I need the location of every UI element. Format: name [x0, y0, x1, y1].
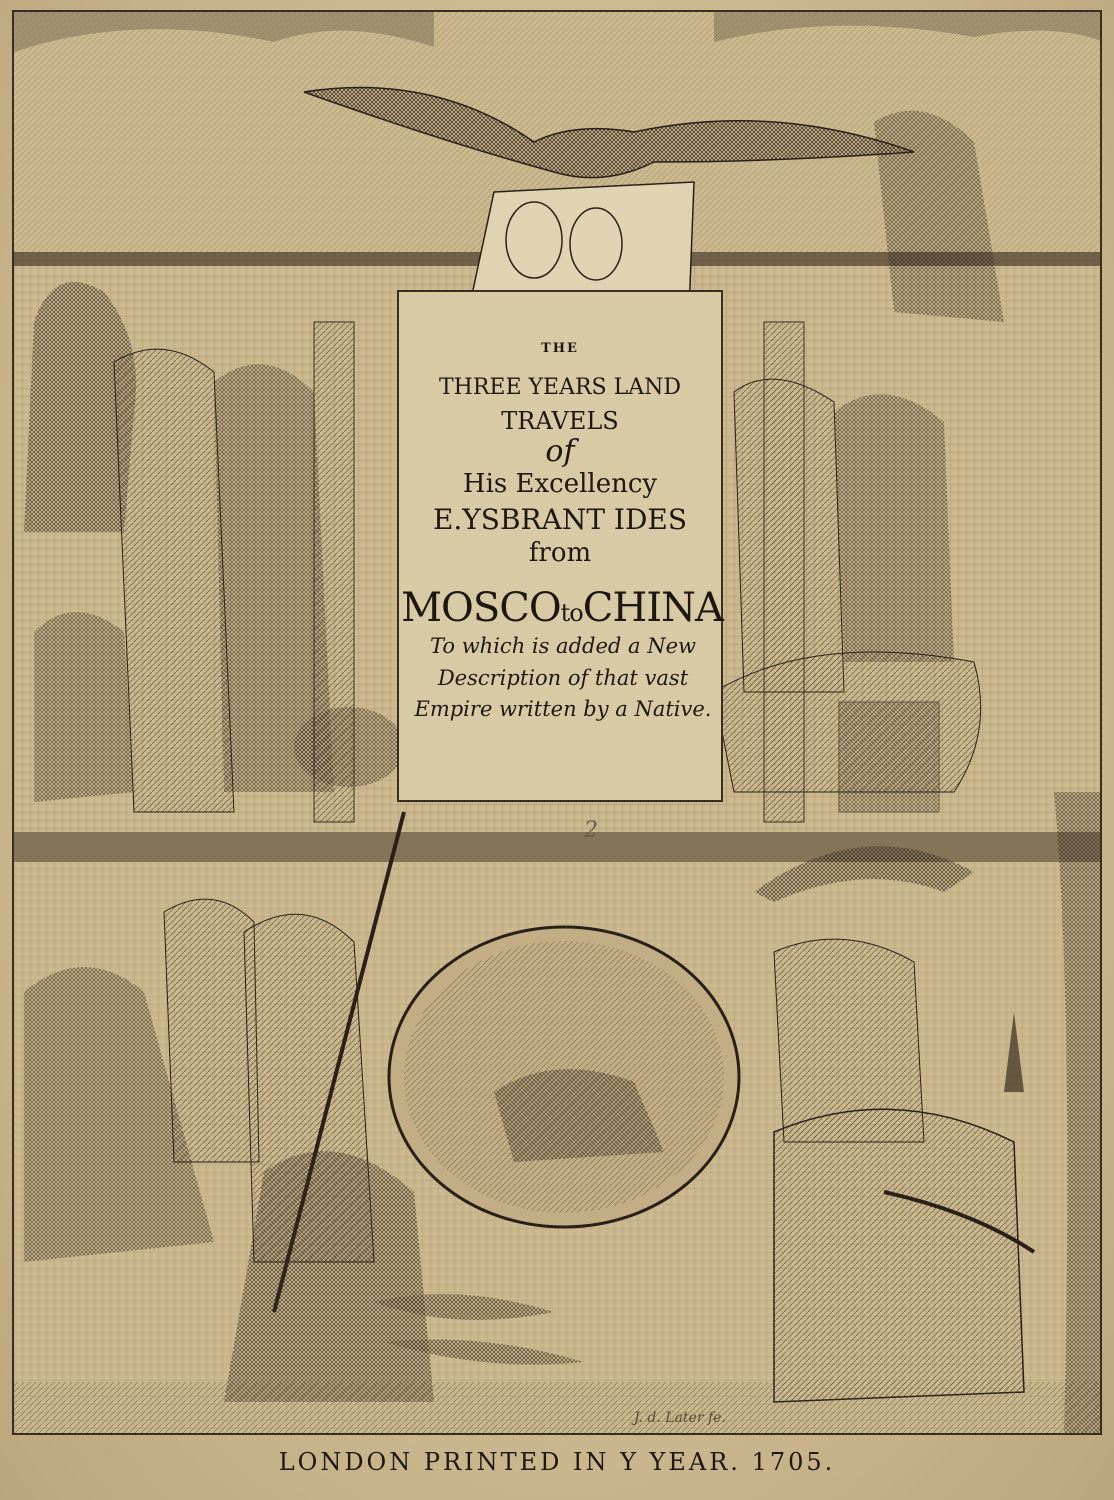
- title-author-name: E.YSBRANT IDES: [432, 502, 688, 536]
- imprint: LONDON PRINTED IN Y YEAR. 1705.: [278, 1448, 836, 1476]
- route-china: CHINA: [582, 585, 723, 632]
- title-description-2: Description of that vast: [437, 665, 689, 690]
- title-route: [393, 585, 731, 632]
- engraver-signature: J. d. Later fe.: [634, 1410, 726, 1426]
- title-description-3: Empire written by a Native.: [414, 697, 712, 721]
- route-mosco: MOSCO: [401, 585, 561, 632]
- title-travels: TRAVELS: [501, 406, 619, 435]
- title-the: THE: [541, 341, 579, 356]
- title-from: from: [528, 538, 592, 569]
- elephant: [774, 1109, 1024, 1402]
- beast-left: [294, 707, 404, 787]
- figure-chinese-official-2: [834, 394, 954, 662]
- title-his-excellency: His Excellency: [462, 469, 658, 500]
- title-of: of: [545, 433, 575, 469]
- engraved-plate: [12, 10, 1102, 1435]
- sheet-number: 2: [584, 818, 598, 843]
- title-description-1: To which is added a New: [430, 634, 696, 659]
- figure-chinese-official-1: [734, 379, 844, 692]
- route-to: to: [560, 599, 583, 628]
- title-panel: [397, 290, 723, 802]
- figure-kneeling-native: [34, 612, 134, 802]
- chest: [839, 702, 939, 812]
- title-three-years-land: THREE YEARS LAND: [438, 374, 682, 400]
- ground: [14, 1382, 1102, 1435]
